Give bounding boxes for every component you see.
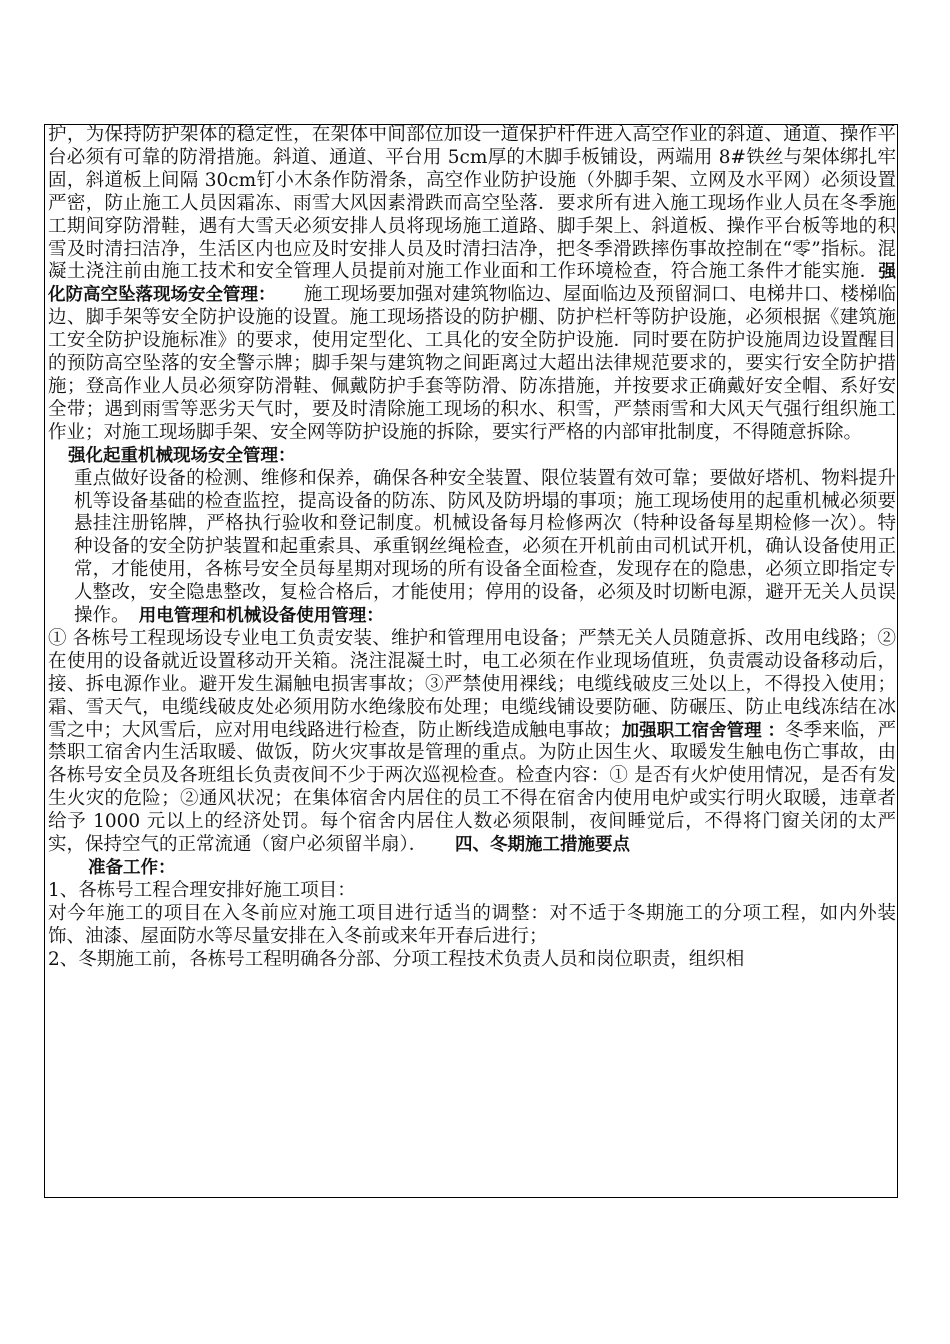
paragraph-text: ① 各栋号工程现场设专业电工负责安装、维护和管理用电设备；严禁无关人员随意拆、改用电线路；②在使用的设备就近设置移动开关箱。浇注混凝土时，电工必须在作业现场值班，负责震动设备移动后，接、拆电源作业。避开发生漏触电损害事故；③严禁使用裸线；电缆线破皮三处以上，不得投入使用；霜、雪天气，电缆线破皮处必须用防水绝缘胶布处理；电缆线铺设要防砸、防碾压、防止电线冻结在冰雪之中；大风雪后，应对用电线路进行检查，防止断线造成触电事故； <box>48 627 896 741</box>
section-heading: 准备工作： <box>88 858 176 878</box>
paragraph-text: 冬季来临，严禁职工宿舍内生活取暖、做饭，防火灾事故是管理的重点。为防止因生火、取暖发生触电伤亡事故，由各栋号安全员及各班组长负责夜间不少于两次巡视检查。检查内容：① 是否有火炉使用情况，是否有发生火灾的危险；②通风状况；在集体宿舍内居住的员工不得在宿舍内使用电炉或实行明火取暖，违章者给予 1000 元以上的经济处罚。每个宿舍内居住人数必须限制，夜间睡觉后，不得将门窗关闭的太严实，保持空气的正常流通（窗户必须留半扇）． <box>48 719 896 856</box>
section-heading: 强化防高空坠落现场安全管理： <box>48 262 896 306</box>
paragraph <box>48 628 896 857</box>
paragraph-text: 重点做好设备的检测、维修和保养，确保各种安全装置、限位装置有效可靠；要做好塔机、物料提升机等设备基础的检查监控，提高设备的防冻、防风及防坍塌的事项；施工现场使用的起重机械必须要悬挂注册铭牌，严格执行验收和登记制度。机械设备每月检修两次（特种设备每星期检修一次）。特种设备的安全防护装置和起重索具、承重钢丝绳检查，必须在开机前由司机试开机，确认设备使用正常，才能使用，各栋号安全员每星期对现场的所有设备全面检查，发现存在的隐患，必须立即指定专人整改，安全隐患整改，复检合格后，才能使用；停用的设备，必须及时切断电源，避开无关人员误操作。 <box>74 467 896 627</box>
paragraph-text: 施工现场要加强对建筑物临边、屋面临边及预留洞口、电梯井口、楼梯临边、脚手架等安全防护设施的设置。施工现场搭设的防护棚、防护栏杆等防护设施，必须根据《建筑施工安全防护设施标准》的要求，使用定型化、工具化的安全防护设施．同时要在防护设施周边设置醒目的预防高空坠落的安全警示牌；脚手架与建筑物之间距离过大超出法律规范要求的，要实行安全防护措施；登高作业人员必须穿防滑鞋、佩戴防护手套等防滑、防冻措施，并按要求正确戴好安全帽、系好安全带；遇到雨雪等恶劣天气时，要及时清除施工现场的积水、积雪，严禁雨雪和大风天气强行组织施工作业；对施工现场脚手架、安全网等防护设施的拆除，要实行严格的内部审批制度，不得随意拆除。 <box>48 284 896 443</box>
section-heading: 用电管理和机械设备使用管理： <box>138 606 384 627</box>
section-heading: 强化起重机械现场安全管理： <box>68 445 296 466</box>
paragraph <box>48 124 896 445</box>
paragraph: 2、冬期施工前，各栋号工程明确各分部、分项工程技术负责人员和岗位职责，组织相 <box>48 948 745 970</box>
document-body <box>48 124 896 972</box>
section-heading: 加强职工宿舍管理 <box>621 720 762 741</box>
paragraph-text: 护，为保持防护架体的稳定性，在架体中间部位加设一道保护杆件进入高空作业的斜道、通道、操作平台必须有可靠的防滑措施。斜道、通道、平台用 5cm厚的木脚手板铺设，两端用 8#铁丝与架体绑扎牢固，斜道板上间隔 30cm钉小木条作防滑条，高空作业防护设施（外脚手架、立网及水平网）必须设置严密，防止施工人员因霜冻、雨雪大风因素滑跌而高空坠落．要求所有进入施工现场作业人员在冬季施工期间穿防滑鞋，遇有大雪天必须安排人员将现场施工道路、脚手架上、斜道板、操作平台板等地的积雪及时清扫洁净，生活区内也应及时安排人员及时清扫洁净，把冬季滑跌摔伤事故控制在“零”指标。混凝土浇注前由施工技术和安全管理人员提前对施工作业面和工作环境检查，符合施工条件才能实施． <box>48 124 896 283</box>
paragraph: 1、各栋号工程合理安排好施工项目： <box>48 879 356 901</box>
section-heading: 四、冬期施工措施要点 <box>455 835 631 856</box>
heading-colon: ： <box>767 720 785 741</box>
paragraph: 对今年施工的项目在入冬前应对施工项目进行适当的调整：对不适于冬期施工的分项工程，如内外装饰、油漆、屋面防水等尽量安排在入冬前或来年开春后进行； <box>48 902 896 947</box>
table-bottom-border <box>44 1197 898 1198</box>
paragraph <box>48 468 896 628</box>
